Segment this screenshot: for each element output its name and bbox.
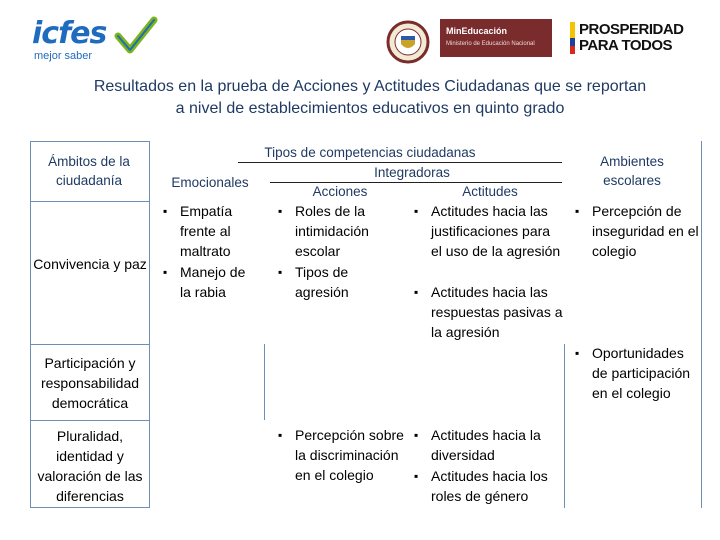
row-label-participacion: Participación y responsabilidad democrática (40, 355, 140, 411)
page-title: Resultados en la prueba de Acciones y Actitudes Ciudadanas que se reportan a nivel de establecimientos educativos en quinto grado (93, 78, 647, 117)
header-integradoras: Integradoras (374, 165, 450, 180)
row-label-convivencia: Convivencia y paz (33, 256, 147, 272)
divider (30, 201, 150, 202)
header-actitudes: Actitudes (462, 184, 518, 199)
colombia-seal-icon (386, 20, 430, 64)
ministry-title: MinEducación (446, 26, 508, 36)
header-acciones: Acciones (312, 184, 368, 199)
list-item: ▪ Actitudes hacia las respuestas pasivas a la agresión (431, 282, 563, 342)
list-item: ▪ Actitudes hacia los roles de género (431, 466, 563, 506)
row-label-pluralidad: Pluralidad, identidad y valoración de las diferencias (37, 428, 143, 504)
header-tipos: Tipos de competencias ciudadanas (264, 145, 476, 160)
list-item: ▪ Percepción sobre la discriminación en el colegio (295, 425, 407, 485)
divider (264, 344, 265, 420)
ambientes-column-frame (564, 141, 702, 508)
list-item: ▪ Actitudes hacia la diversidad (431, 425, 563, 465)
list-item: ▪ Empatía frente al maltrato (180, 201, 260, 261)
icfes-tagline: mejor saber (34, 50, 93, 62)
icfes-logo (32, 18, 162, 66)
prosperidad-logo (570, 22, 692, 56)
colombia-flag-icon (570, 22, 575, 54)
list-item: ▪ Actitudes hacia las justificaciones para el uso de la agresión (431, 201, 563, 261)
ministry-subtitle: Ministerio de Educación Nacional (446, 41, 535, 47)
prosperidad-line1: PROSPERIDAD (579, 21, 684, 38)
list-item: ▪ Roles de la intimidación escolar (295, 201, 395, 261)
header-ambitos: Ámbitos de la ciudadanía (48, 154, 130, 188)
list-item: ▪ Tipos de agresión (295, 262, 395, 302)
icfes-wordmark: icfes (32, 16, 107, 51)
header-ambientes: Ambientes escolares (600, 154, 664, 188)
header-emocionales: Emocionales (171, 175, 249, 190)
list-item: ▪ Manejo de la rabia (180, 262, 260, 302)
checkmark-icon (114, 16, 158, 56)
prosperidad-line2: PARA TODOS (579, 37, 673, 54)
divider (30, 420, 150, 421)
mineducacion-logo (440, 19, 552, 57)
list-item: ▪ Oportunidades de participación en el colegio (592, 343, 702, 403)
divider (30, 344, 150, 345)
list-item: ▪ Percepción de inseguridad en el colegio (592, 201, 702, 261)
